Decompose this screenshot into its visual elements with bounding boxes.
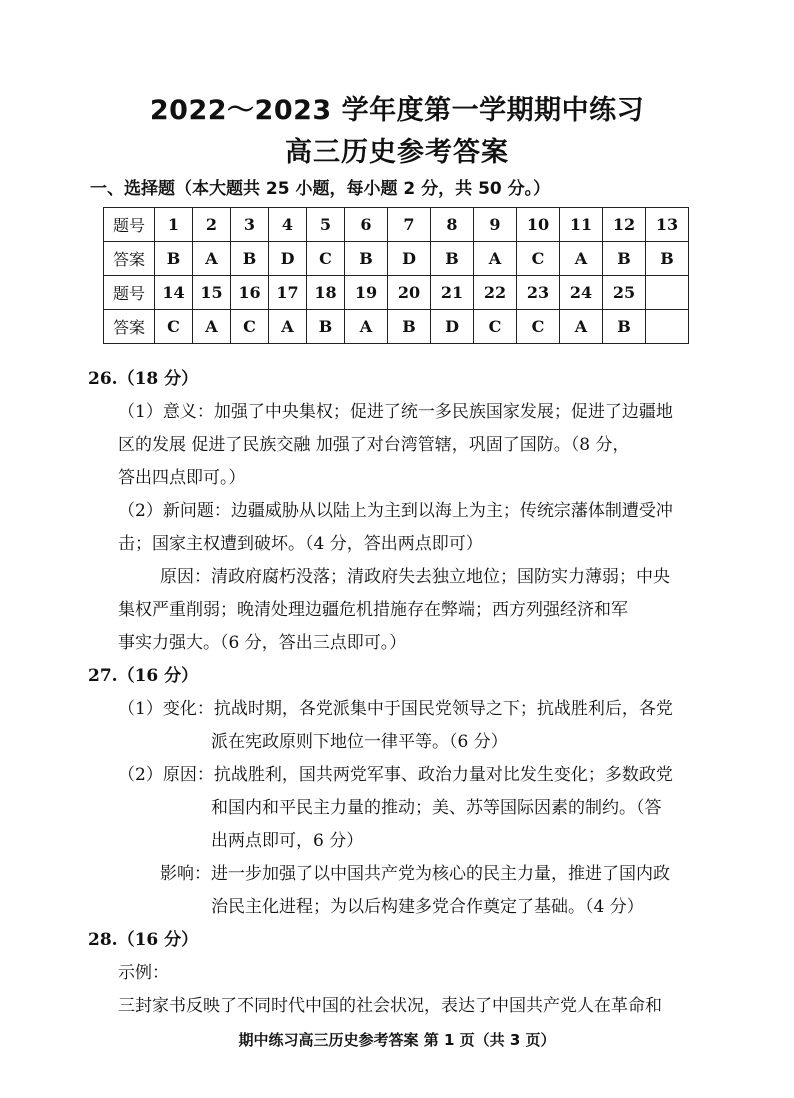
answer-cell: D	[388, 242, 431, 276]
q26-part1-line: （1）意义：加强了中央集权；促进了统一多民族国家发展；促进了边疆地	[118, 402, 673, 422]
row-label: 题号	[104, 276, 155, 310]
question-number: 20	[388, 276, 431, 310]
question-number: 6	[345, 208, 388, 242]
question-number: 15	[193, 276, 231, 310]
answer-cell: B	[603, 310, 646, 344]
section-heading: 一、选择题（本大题共 25 小题，每小题 2 分，共 50 分。）	[90, 179, 551, 199]
table-row	[104, 310, 689, 344]
question-number: 5	[307, 208, 345, 242]
question-number: 4	[269, 208, 307, 242]
q26-part2-line: 事实力强大。（6 分，答出三点即可。）	[118, 633, 407, 653]
q26-part2-line: 原因：清政府腐朽没落；清政府失去独立地位；国防实力薄弱；中央	[160, 567, 670, 587]
page-title: 2022～2023 学年度第一学期期中练习	[149, 95, 645, 126]
answer-cell: B	[431, 242, 474, 276]
answer-cell: C	[307, 242, 345, 276]
question-number: 22	[474, 276, 517, 310]
q26-part1-line: 答出四点即可。）	[118, 468, 246, 488]
question-number: 12	[603, 208, 646, 242]
question-number: 11	[560, 208, 603, 242]
answer-cell: B	[231, 242, 269, 276]
answer-cell: C	[474, 310, 517, 344]
question-number: 21	[431, 276, 474, 310]
answer-cell: B	[388, 310, 431, 344]
empty-cell	[646, 310, 689, 344]
question-number: 19	[345, 276, 388, 310]
answer-cell: A	[193, 310, 231, 344]
q28-line: 三封家书反映了不同时代中国的社会状况，表达了中国共产党人在革命和	[118, 996, 662, 1016]
question-number: 10	[517, 208, 560, 242]
page-subtitle: 高三历史参考答案	[285, 137, 509, 168]
row-label: 答案	[104, 242, 155, 276]
table-row	[104, 208, 689, 242]
q27-part2-line: 出两点即可，6 分）	[211, 831, 364, 851]
q28-line: 示例：	[118, 963, 169, 983]
answer-cell: B	[307, 310, 345, 344]
question-26-heading: 26.（18 分）	[88, 369, 199, 389]
question-number: 23	[517, 276, 560, 310]
answer-cell: C	[155, 310, 193, 344]
question-number: 14	[155, 276, 193, 310]
answer-table	[103, 207, 689, 344]
question-number: 13	[646, 208, 689, 242]
question-number: 24	[560, 276, 603, 310]
answer-cell: A	[560, 242, 603, 276]
q27-part1-line: （1）变化：抗战时期，各党派集中于国民党领导之下；抗战胜利后，各党	[118, 699, 673, 719]
table-row	[104, 242, 689, 276]
question-number: 18	[307, 276, 345, 310]
question-number: 1	[155, 208, 193, 242]
question-number: 25	[603, 276, 646, 310]
row-label: 答案	[104, 310, 155, 344]
q26-part2-line: 击；国家主权遭到破坏。（4 分，答出两点即可）	[118, 534, 483, 554]
answer-cell: B	[345, 242, 388, 276]
answer-cell: C	[517, 310, 560, 344]
q27-part2-line: （2）原因：抗战胜利，国共两党军事、政治力量对比发生变化；多数政党	[118, 765, 673, 785]
question-number: 16	[231, 276, 269, 310]
answer-cell: A	[560, 310, 603, 344]
q27-part1-line: 派在宪政原则下地位一律平等。（6 分）	[211, 732, 508, 752]
question-number: 17	[269, 276, 307, 310]
question-number: 9	[474, 208, 517, 242]
question-28-heading: 28.（16 分）	[88, 930, 199, 950]
answer-cell: D	[269, 242, 307, 276]
q27-part2-line: 和国内和平民主力量的推动；美、苏等国际因素的制约。（答	[211, 798, 662, 818]
answer-cell: A	[474, 242, 517, 276]
answer-cell: B	[155, 242, 193, 276]
answer-cell: D	[431, 310, 474, 344]
table-row	[104, 276, 689, 310]
answer-cell: A	[345, 310, 388, 344]
empty-cell	[646, 276, 689, 310]
question-27-heading: 27.（16 分）	[88, 666, 199, 686]
question-number: 3	[231, 208, 269, 242]
q26-part2-line: （2）新问题：边疆威胁从以陆上为主到以海上为主；传统宗藩体制遭受冲	[118, 501, 673, 521]
answer-cell: C	[231, 310, 269, 344]
q26-part1-line: 区的发展 促进了民族交融 加强了对台湾管辖，巩固了国防。（8 分，	[118, 435, 630, 455]
question-number: 8	[431, 208, 474, 242]
row-label: 题号	[104, 208, 155, 242]
q27-part3-line: 治民主化进程；为以后构建多党合作奠定了基础。（4 分）	[211, 897, 644, 917]
question-number: 2	[193, 208, 231, 242]
q26-part2-line: 集权严重削弱；晚清处理边疆危机措施存在弊端；西方列强经济和军	[118, 600, 628, 620]
answer-cell: C	[517, 242, 560, 276]
answer-cell: A	[193, 242, 231, 276]
answer-cell: B	[646, 242, 689, 276]
answer-cell: A	[269, 310, 307, 344]
answer-cell: B	[603, 242, 646, 276]
question-number: 7	[388, 208, 431, 242]
page-footer: 期中练习高三历史参考答案 第 1 页（共 3 页）	[238, 1031, 556, 1049]
q27-part3-line: 影响：进一步加强了以中国共产党为核心的民主力量，推进了国内政	[160, 864, 670, 884]
